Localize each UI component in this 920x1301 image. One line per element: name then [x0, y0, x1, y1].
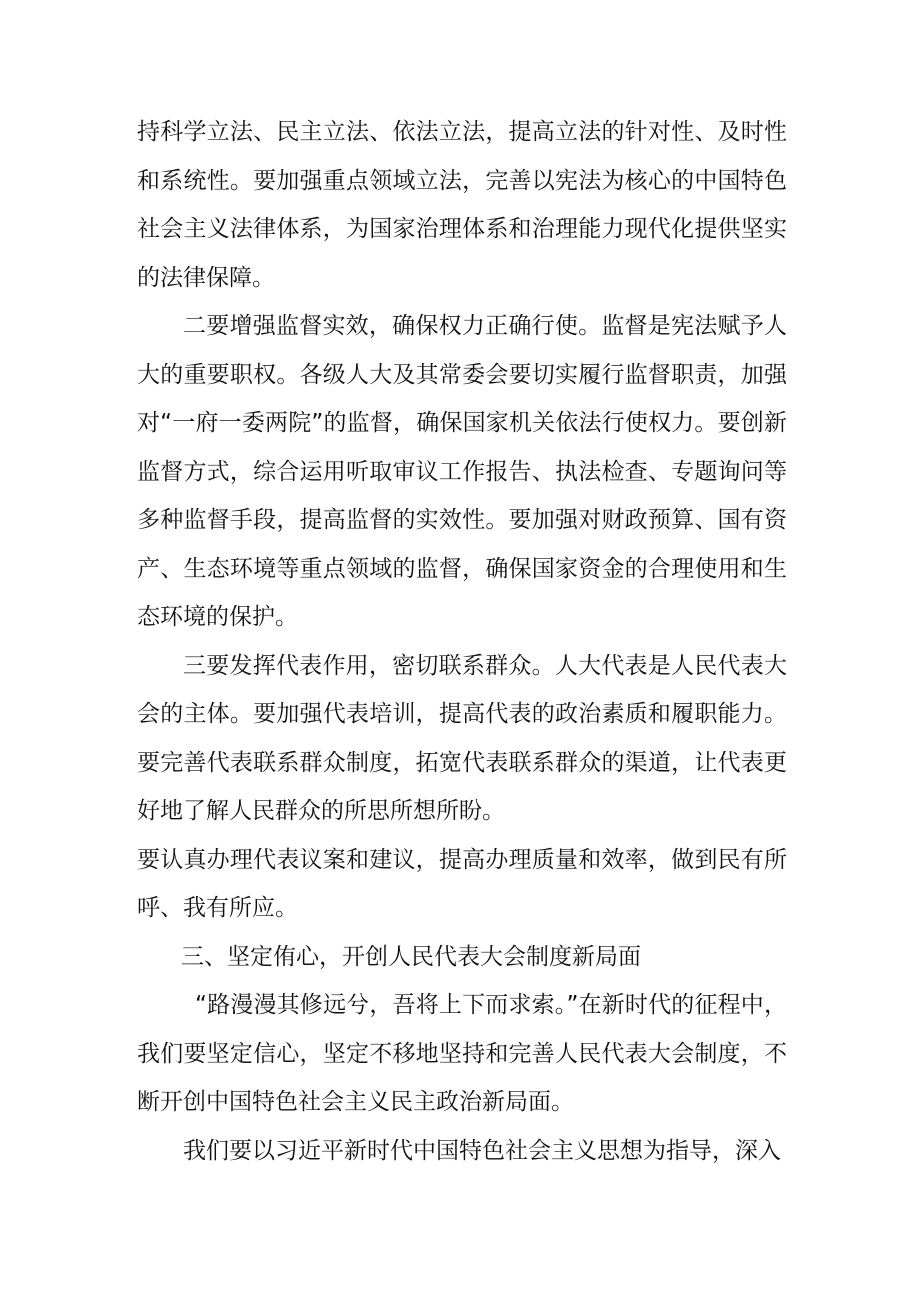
paragraph-legislation-continued: 持科学立法、民主立法、依法立法，提高立法的针对性、及时性和系统性。要加强重点领域立法，完善以宪法为核心的中国特色社会主义法律体系，为国家治理体系和治理能力现代化提供坚实的法律保障。	[137, 119, 787, 291]
paragraph-proposals: 要认真办理代表议案和建议，提高办理质量和效率，做到民有所呼、我有所应。	[137, 846, 787, 921]
section-heading-3: 三、坚定侑心，开创人民代表大会制度新局面	[181, 943, 641, 970]
paragraph-supervision: 二要增强监督实效，确保权力正确行使。监督是宪法赋予人大的重要职权。各级人大及其常委会要切实履行监督职责，加强对“一府一委两院”的监督，确保国家机关依法行使权力。要创新监督方式，综合运用听取审议工作报告、执法检查、专题询问等多种监督手段，提高监督的实效性。要加强对财政预算、国有资产、生态环境等重点领域的监督，确保国家资金的合理使用和生态环境的保护。	[137, 313, 787, 630]
document-body	[137, 108, 787, 1175]
paragraph-deputies-role: 三要发挥代表作用，密切联系群众。人大代表是人民代表大会的主体。要加强代表培训，提高代表的政治素质和履职能力。要完善代表联系群众制度，拓宽代表联系群众的渠道，让代表更好地了解人民群众的所思所想所盼。	[137, 652, 787, 824]
paragraph-quote: “路漫漫其修远兮，吾将上下而求索。”在新时代的征程中，我们要坚定信心，坚定不移地坚持和完善人民代表大会制度，不断开创中国特色社会主义民主政治新局面。	[137, 992, 787, 1115]
paragraph-guidance: 我们要以习近平新时代中国特色社会主义思想为指导，深入	[183, 1137, 781, 1164]
